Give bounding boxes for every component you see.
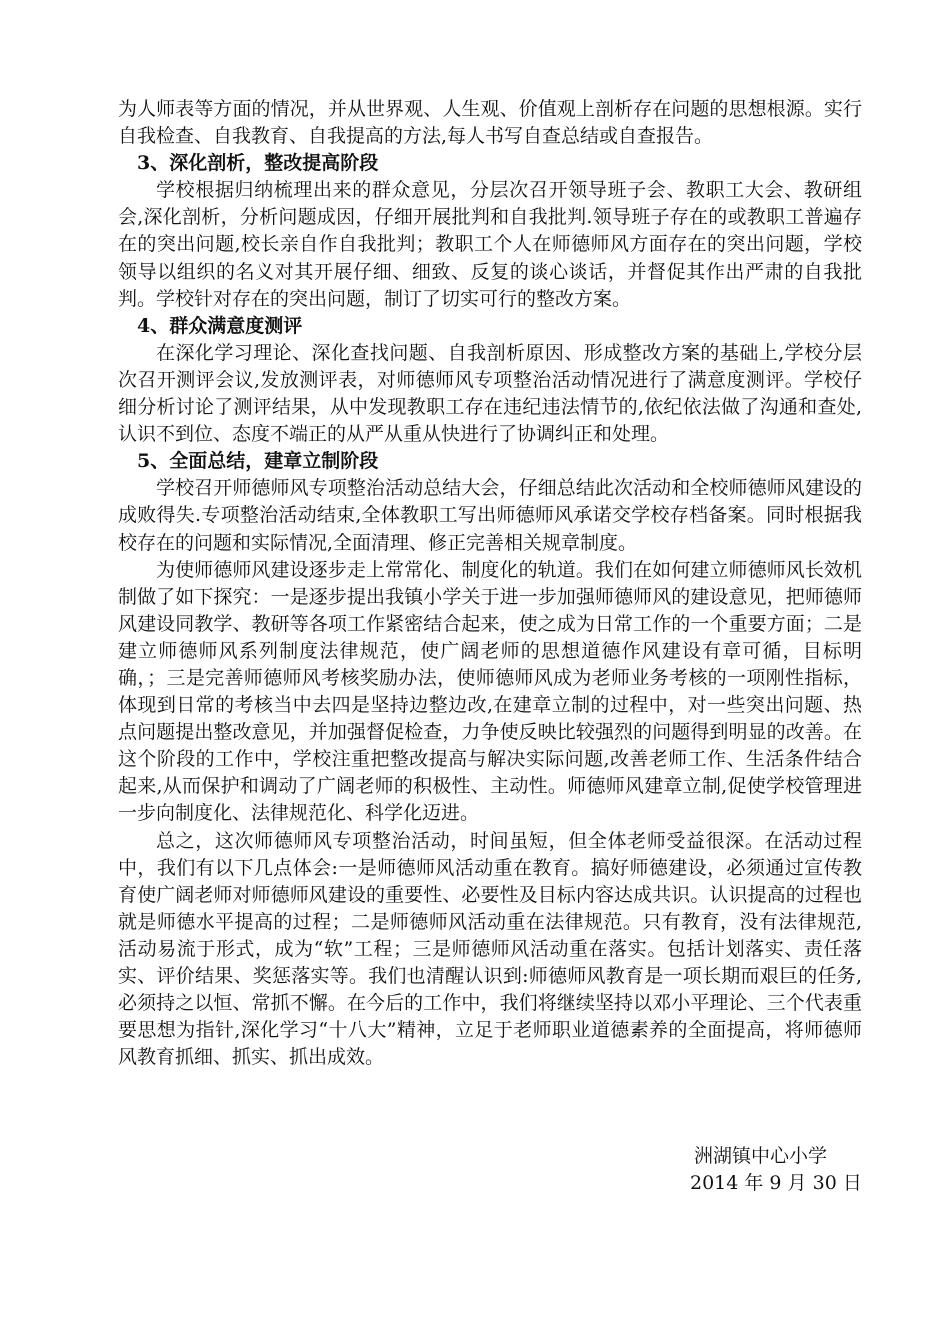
- signature-date: 2014 年 9 月 30 日: [690, 1172, 862, 1194]
- paragraph-continued: 为人师表等方面的情况，并从世界观、人生观、价值观上剖析存在问题的思想根源。实行自我检查、自我教育、自我提高的方法,每人书写自查总结或自查报告。: [118, 98, 862, 148]
- section-heading-5: 5、全面总结，建章立制阶段: [137, 450, 379, 473]
- document-body: [118, 96, 862, 1071]
- paragraph-conclusion: 总之，这次师德师风专项整治活动，时间虽短，但全体老师受益很深。在活动过程中，我们有以下几点体会:一是师德师风活动重在教育。搞好师德建设，必须通过宣传教育使广阔老师对师德师风建设的重要性、必要性及目标内容达成共识。认识提高的过程也就是师德水平提高的过程；二是师德师风活动重在法律规范。只有教育，没有法律规范,活动易流于形式，成为“软”工程；三是师德师风活动重在落实。包括计划落实、责任落实、评价结果、奖惩落实等。我们也清醒认识到:师德师风教育是一项长期而艰巨的任务,必须持之以恒、常抓不懈。在今后的工作中，我们将继续坚持以邓小平理论、三个代表重要思想为指针,深化学习“十八大”精神，立足于老师职业道德素养的全面提高，将师德师风教育抓细、抓实、抓出成效。: [118, 829, 862, 1069]
- signature-block: [690, 1143, 862, 1197]
- section-heading-3: 3、深化剖析，整改提高阶段: [137, 152, 379, 175]
- paragraph-long-term-mechanism: 为使师德师风建设逐步走上常常化、制度化的轨道。我们在如何建立师德师风长效机制做了如下探究：一是逐步提出我镇小学关于进一步加强师德师风的建设意见，把师德师风建设同教学、教研等各项工作紧密结合起来，使之成为日常工作的一个重要方面；二是建立师德师风系列制度法律规范，使广阔老师的思想道德作风建设有章可循，目标明确，；三是完善师德师风考核奖励办法，使师德师风成为老师业务考核的一项刚性指标，体现到日常的考核当中去四是坚持边整边改,在建章立制的过程中，对一些突出问题、热点问题提出整改意见，并加强督促检查，力争使反映比较强烈的问题得到明显的改善。在这个阶段的工作中，学校注重把整改提高与解决实际问题,改善老师工作、生活条件结合起来,从而保护和调动了广阔老师的积极性、主动性。师德师风建章立制,促使学校管理进一步向制度化、法律规范化、科学化迈进。: [118, 558, 862, 825]
- paragraph-satisfaction-survey: 在深化学习理论、深化查找问题、自我剖析原因、形成整改方案的基础上,学校分层次召开测评会议,发放测评表，对师德师风专项整治活动情况进行了满意度测评。学校仔细分析讨论了测评结果，从中发现教职工存在违纪违法情节的,依纪依法做了沟通和查处,认识不到位、态度不端正的从严从重从快进行了协调纠正和处理。: [118, 341, 862, 446]
- paragraph-summary-meeting: 学校召开师德师风专项整治活动总结大会，仔细总结此次活动和全校师德师风建设的成败得失.专项整治活动结束,全体教职工写出师德师风承诺交学校存档备案。同时根据我校存在的问题和实际情况,全面清理、修正完善相关规章制度。: [118, 477, 862, 554]
- signature-school: 洲湖镇中心小学: [694, 1145, 828, 1167]
- section-heading-4: 4、群众满意度测评: [137, 314, 303, 337]
- paragraph-deepen-analysis: 学校根据归纳梳理出来的群众意见，分层次召开领导班子会、教职工大会、教研组会,深化剖析，分析问题成因，仔细开展批判和自我批判.领导班子存在的或教职工普遍存在的突出问题,校长亲自作自我批判；教职工个人在师德师风方面存在的突出问题，学校领导以组织的名义对其开展仔细、细致、反复的谈心谈话，并督促其作出严肃的自我批判。学校针对存在的突出问题，制订了切实可行的整改方案。: [118, 179, 862, 310]
